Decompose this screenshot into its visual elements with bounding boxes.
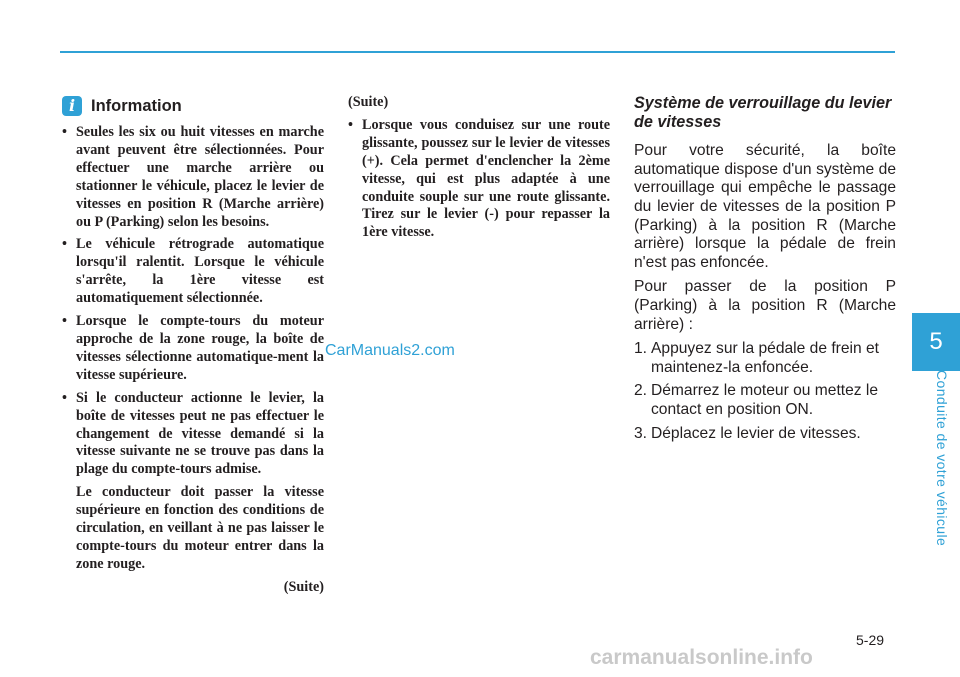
info-middle-column: [348, 94, 610, 247]
step-item: [634, 340, 896, 377]
info-header: [62, 96, 182, 116]
step-number: 2.: [634, 382, 648, 400]
step-text: Démarrez le moteur ou mettez le contact en position ON.: [651, 382, 879, 418]
step-number: 3.: [634, 424, 648, 442]
info-icon: i: [62, 96, 82, 116]
footer-watermark: carmanualsonline.info: [590, 646, 813, 669]
chapter-title: Conduite de votre véhicule: [934, 370, 950, 547]
step-text: Déplacez le levier de vitesses.: [651, 424, 861, 442]
watermark-link[interactable]: CarManuals2.com: [325, 342, 455, 359]
step-text: Appuyez sur la pédale de frein et maintenez-la enfoncée.: [651, 340, 879, 376]
suite-label: (Suite): [283, 578, 324, 595]
header-rule: [60, 51, 895, 53]
info-title: Information: [91, 96, 182, 115]
info-bullet: • Le véhicule rétrograde automatique lorsqu'il ralentit. Lorsque le véhicule s'arrête, la 1ère vitesse est automatiquement sélectionnée.: [62, 236, 324, 308]
info-bullet: • Seules les six ou huit vitesses en marche avant peuvent être sélectionnées. Pour effectuer une marche arrière ou stationner le véhicule, placez le levier de vitesses en position R (Marche arrière) ou P (Parking) selon les besoins.: [62, 124, 324, 231]
section-paragraph: Pour passer de la position P (Parking) à la position R (Marche arrière) :: [634, 278, 896, 333]
info-continuation: Le conducteur doit passer la vitesse supérieure en fonction des conditions de circulation, en veillant à ne pas laisser le compte-tours du moteur entrer dans la zone rouge.: [76, 484, 324, 572]
step-item: [634, 425, 896, 444]
chapter-number-tab[interactable]: 5: [912, 313, 960, 371]
suite-continued-label: (Suite): [348, 94, 389, 110]
step-number: 1.: [634, 340, 648, 358]
info-bullet: • Lorsque vous conduisez sur une route glissante, poussez sur le levier de vitesses (+). Cela permet d'enclencher la 2ème vitesse, qui est plus adaptée à une conduite souple sur une route glissante. Tirez sur le levier (-) pour repasser la 1ère vitesse.: [348, 117, 610, 242]
page-number: 5-29: [856, 632, 885, 648]
section-paragraph: Pour votre sécurité, la boîte automatique dispose d'un système de verrouillage qui empêche le passage du levier de vitesses de la position P (Parking) à la position R (Marche arrière) lorsque la pédale de frein n'est pas enfoncée.: [634, 142, 896, 271]
info-bullet: • Si le conducteur actionne le levier, la boîte de vitesses peut ne pas effectuer le changement de vitesse demandé si la vitesse suivante ne se trouve pas dans la plage du compte-tours admise.: [62, 390, 324, 480]
step-item: [634, 382, 896, 419]
info-bullet: • Lorsque le compte-tours du moteur approche de la zone rouge, la boîte de vitesses sélectionne automatique-ment la vitesse supérieure.: [62, 313, 324, 385]
info-left-column: [62, 124, 324, 602]
section-heading: Système de verrouillage du levier de vitesses: [634, 94, 892, 131]
shift-lock-section: [634, 94, 896, 448]
